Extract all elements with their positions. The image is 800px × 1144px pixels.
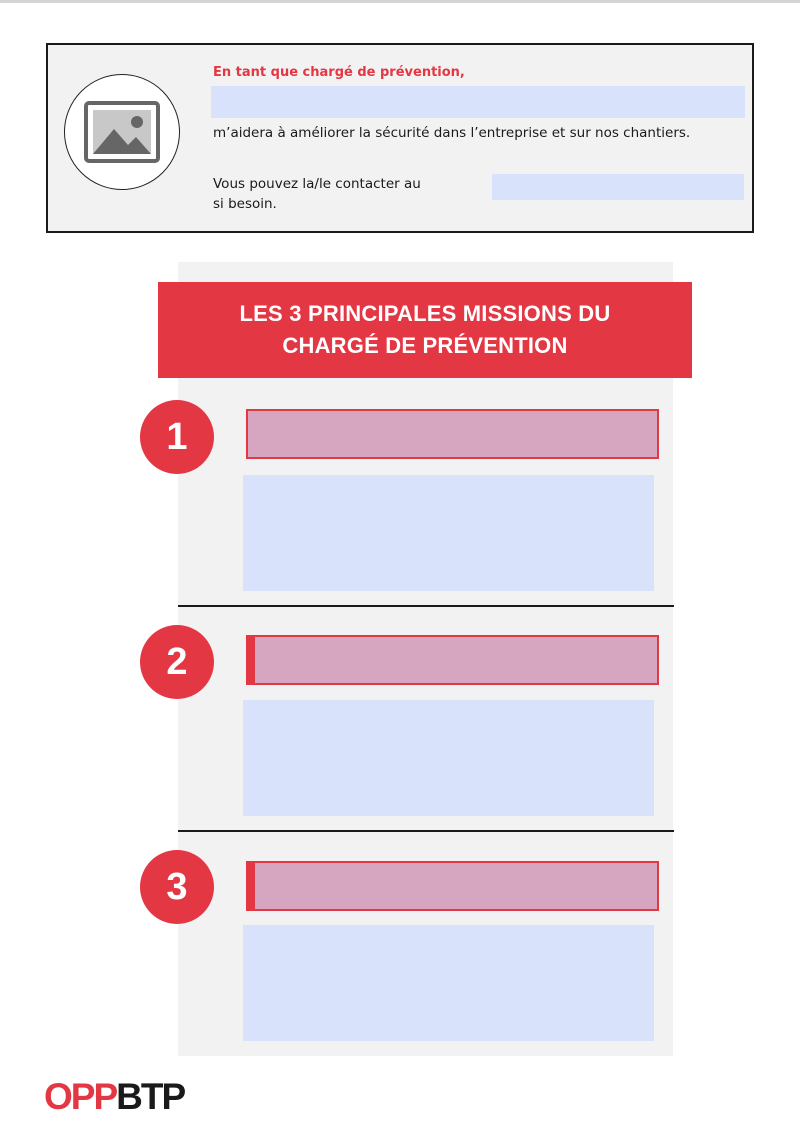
image-placeholder-icon [84,101,160,163]
missions-banner [158,282,692,378]
mission-title-field-2[interactable] [246,635,659,685]
contact-prefix: Vous pouvez la/le contacter au [213,176,421,192]
top-border [0,0,800,3]
logo-part-btp: BTP [116,1076,185,1117]
contact-suffix: si besoin. [213,196,277,212]
mission-divider [178,605,674,607]
oppbtp-logo [44,1075,184,1119]
mission-number-1: 1 [140,400,214,474]
mission-number-2: 2 [140,625,214,699]
mission-title-field-1[interactable] [246,409,659,459]
name-field[interactable] [211,86,745,118]
photo-placeholder[interactable] [64,74,180,190]
intro-text: m’aidera à améliorer la sécurité dans l’entreprise et sur nos chantiers. [213,125,691,141]
mission-number-3: 3 [140,850,214,924]
banner-title-line1: LES 3 PRINCIPALES MISSIONS DU [239,301,611,326]
mission-description-field-3[interactable] [243,925,654,1041]
intro-card [46,43,754,233]
phone-field[interactable] [492,174,744,200]
banner-title-line2: CHARGÉ DE PRÉVENTION [282,333,568,358]
logo-part-opp: OPP [44,1076,117,1117]
mission-description-field-1[interactable] [243,475,654,591]
mission-description-field-2[interactable] [243,700,654,816]
intro-heading: En tant que chargé de prévention, [213,65,465,80]
mission-title-field-3[interactable] [246,861,659,911]
mission-divider [178,830,674,832]
